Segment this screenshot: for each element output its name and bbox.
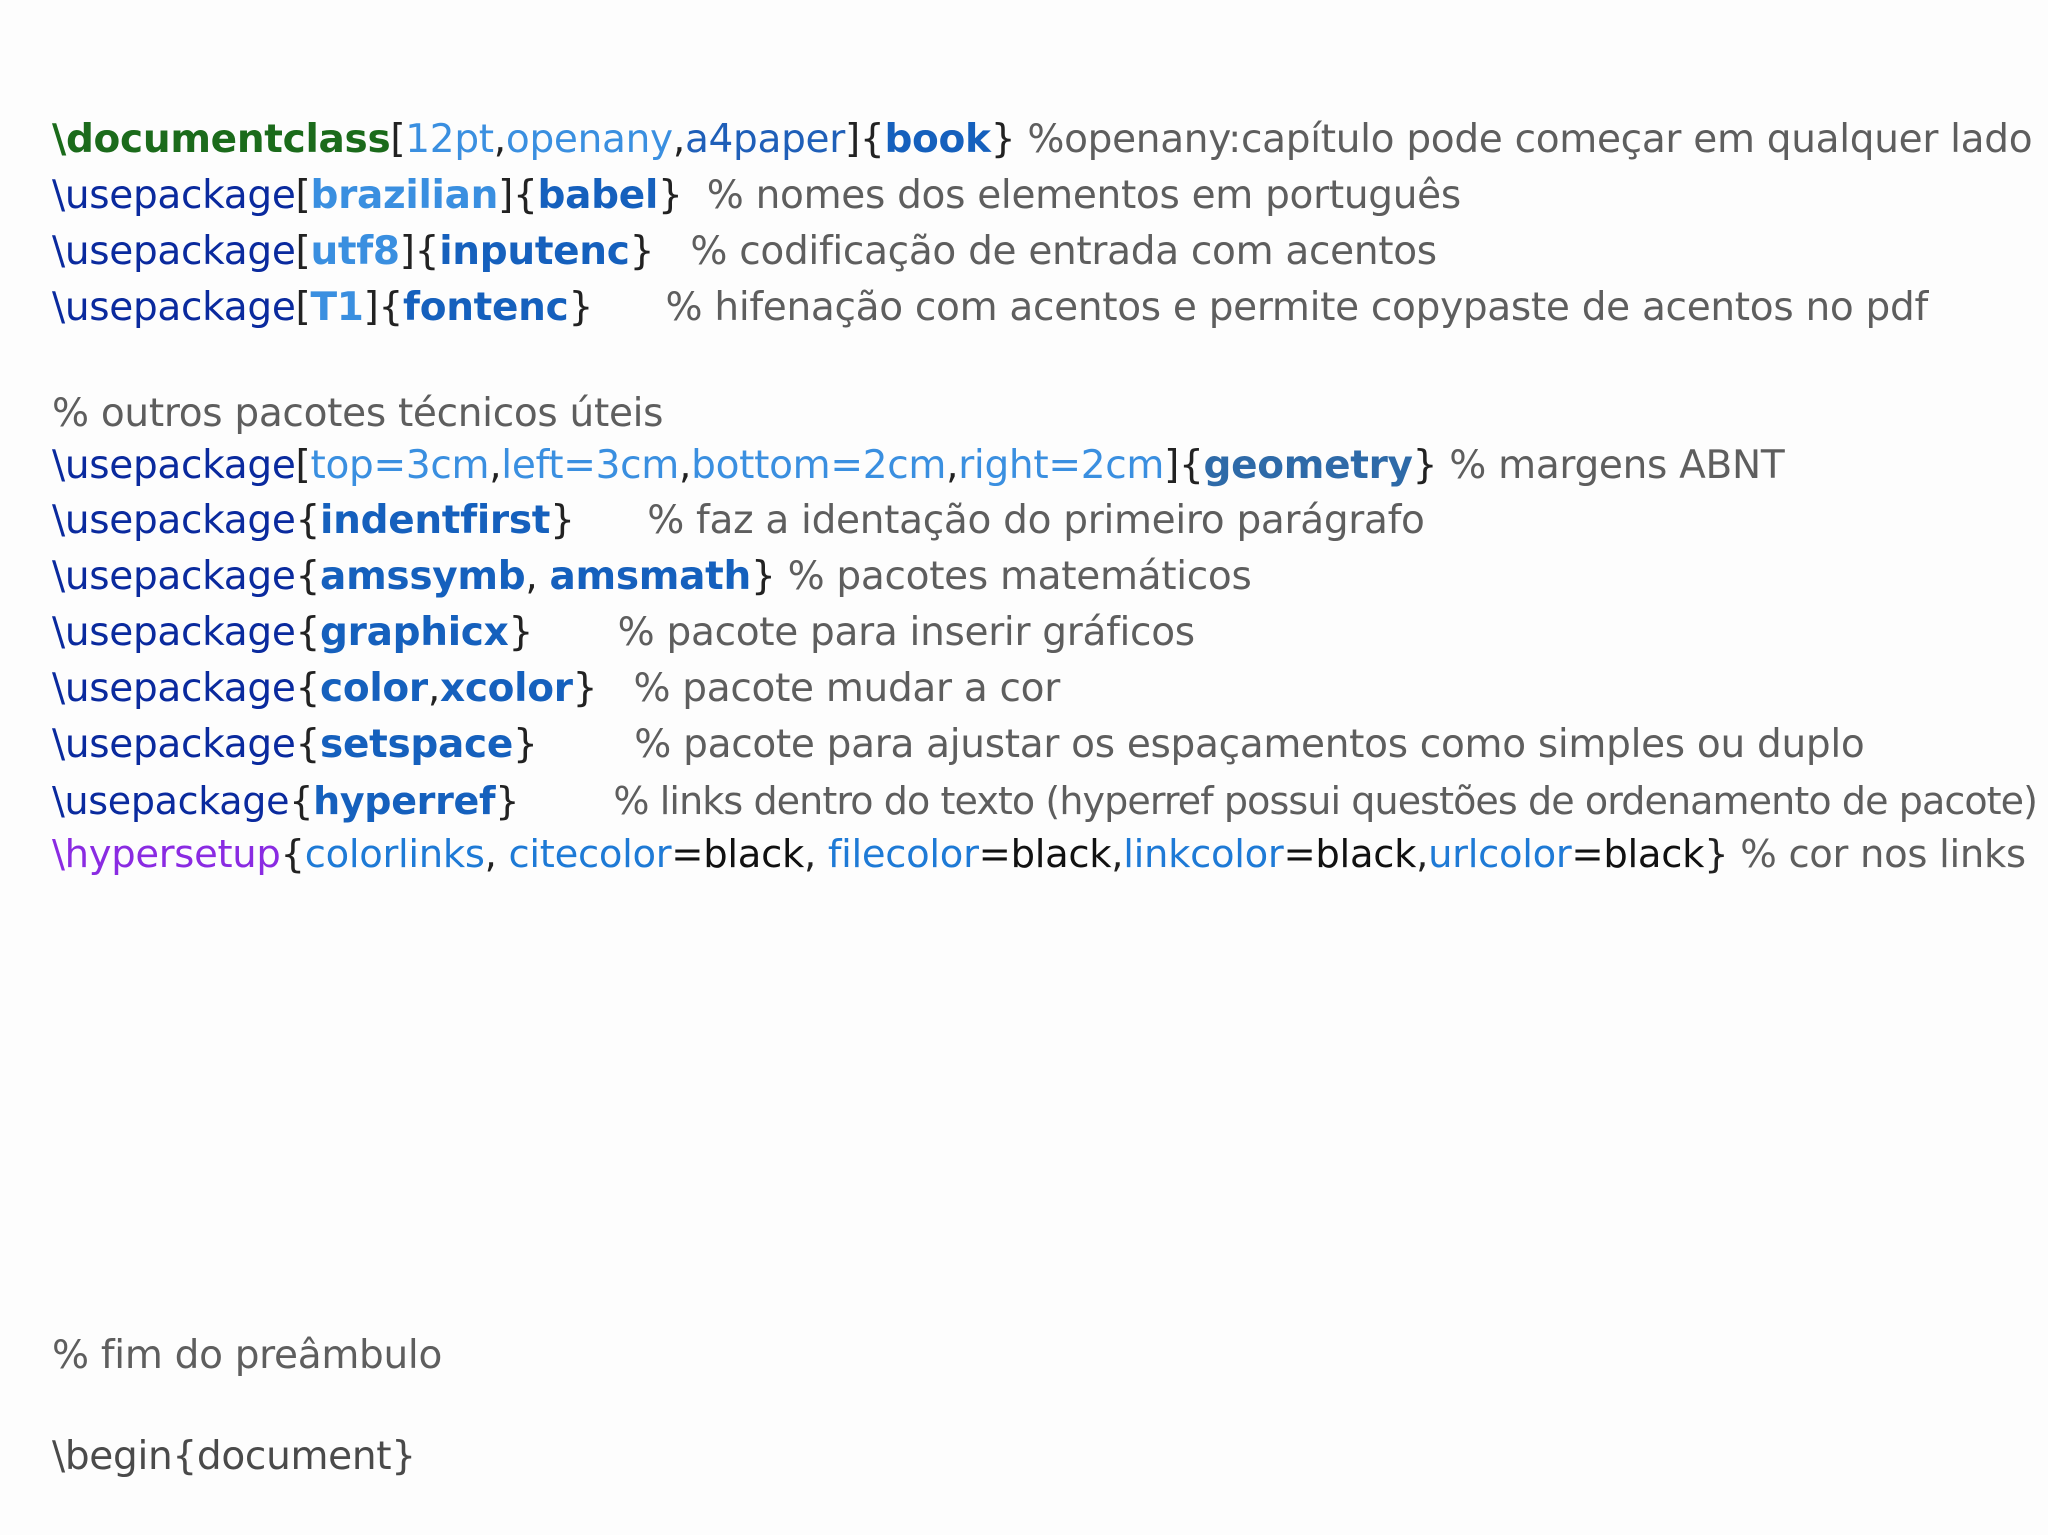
code-line-fontenc: \usepackage[T1]{fontenc} % hifenação com acentos e permite copypaste de acentos no pdf: [52, 285, 1928, 330]
code-comment: % links dentro do texto (hyperref possui questões de ordenamento de pacote): [613, 779, 2038, 823]
package-name: geometry: [1203, 443, 1413, 488]
code-line-babel: \usepackage[brazilian]{babel} % nomes dos elementos em português: [52, 173, 1461, 218]
package-option: brazilian: [310, 173, 499, 218]
package-option: bottom=2cm: [691, 443, 947, 488]
documentclass-option: 12pt: [405, 117, 494, 162]
package-name: hyperref: [313, 779, 496, 823]
code-comment: % pacotes matemáticos: [787, 554, 1252, 599]
package-name: color: [320, 666, 428, 711]
package-name: graphicx: [320, 610, 509, 655]
hypersetup-flag: colorlinks: [304, 832, 485, 877]
documentclass-argument: book: [884, 117, 991, 162]
usepackage-command: \usepackage: [52, 443, 296, 488]
package-name: babel: [537, 173, 659, 218]
code-comment: % fim do preâmbulo: [52, 1333, 443, 1378]
hypersetup-key: filecolor: [827, 832, 979, 877]
package-option: top=3cm: [310, 443, 490, 488]
code-line-geometry: \usepackage[top=3cm,left=3cm,bottom=2cm,right=2cm]{geometry} % margens ABNT: [52, 443, 1785, 488]
code-comment: % pacote para inserir gráficos: [617, 610, 1195, 655]
hypersetup-command: \hypersetup: [52, 832, 281, 877]
code-comment: % faz a identação do primeiro parágrafo: [647, 498, 1425, 543]
hypersetup-value: black: [1603, 832, 1705, 877]
hypersetup-value: black: [1315, 832, 1417, 877]
documentclass-command: \documentclass: [52, 117, 391, 162]
package-option: left=3cm: [501, 443, 679, 488]
code-comment: % pacote para ajustar os espaçamentos como simples ou duplo: [634, 722, 1865, 767]
hypersetup-key: citecolor: [508, 832, 672, 877]
package-name: indentfirst: [320, 498, 551, 543]
usepackage-command: \usepackage: [52, 285, 296, 330]
code-comment: % outros pacotes técnicos úteis: [52, 391, 664, 436]
code-line-documentclass: \documentclass[12pt,openany,a4paper]{book} %openany:capítulo pode começar em qualquer lado: [52, 117, 2033, 162]
usepackage-command: \usepackage: [52, 779, 290, 823]
code-line-hypersetup: \hypersetup{colorlinks, citecolor=black, filecolor=black,linkcolor=black,urlcolor=black} % cor nos links: [52, 832, 2026, 877]
code-line-color: \usepackage{color,xcolor} % pacote mudar a cor: [52, 666, 1060, 711]
package-option: utf8: [310, 229, 400, 274]
code-line-ams: \usepackage{amssymb, amsmath} % pacotes matemáticos: [52, 554, 1252, 599]
package-name: setspace: [320, 722, 513, 767]
usepackage-command: \usepackage: [52, 173, 296, 218]
usepackage-command: \usepackage: [52, 666, 296, 711]
code-comment: % cor nos links: [1740, 832, 2026, 877]
usepackage-command: \usepackage: [52, 229, 296, 274]
hypersetup-key: urlcolor: [1428, 832, 1572, 877]
begin-document: \begin{document}: [52, 1434, 416, 1479]
hypersetup-key: linkcolor: [1123, 832, 1284, 877]
code-comment: % nomes dos elementos em português: [706, 173, 1461, 218]
documentclass-option: a4paper: [684, 117, 845, 162]
code-comment: %openany:capítulo pode começar em qualquer lado: [1027, 117, 2033, 162]
code-line-section-comment: [52, 390, 663, 438]
code-line-inputenc: \usepackage[utf8]{inputenc} % codificação de entrada com acentos: [52, 229, 1437, 274]
hypersetup-value: black: [1010, 832, 1112, 877]
package-name: xcolor: [439, 666, 573, 711]
documentclass-option: openany: [505, 117, 673, 162]
usepackage-command: \usepackage: [52, 610, 296, 655]
package-option: right=2cm: [958, 443, 1165, 488]
package-name: amsmath: [549, 554, 751, 599]
package-name: fontenc: [403, 285, 569, 330]
package-name: amssymb: [320, 554, 526, 599]
usepackage-command: \usepackage: [52, 722, 296, 767]
code-comment: % margens ABNT: [1449, 443, 1785, 488]
code-line-begin-document: [52, 1433, 416, 1481]
code-line-indentfirst: \usepackage{indentfirst} % faz a identação do primeiro parágrafo: [52, 498, 1425, 543]
code-line-end-comment: [52, 1332, 442, 1380]
code-line-graphicx: \usepackage{graphicx} % pacote para inserir gráficos: [52, 610, 1195, 655]
hypersetup-value: black: [703, 832, 804, 877]
code-comment: % codificação de entrada com acentos: [690, 229, 1437, 274]
usepackage-command: \usepackage: [52, 554, 296, 599]
package-option: T1: [310, 285, 364, 330]
code-line-hyperref: \usepackage{hyperref} % links dentro do texto (hyperref possui questões de ordenamento de pacote): [52, 779, 2038, 823]
usepackage-command: \usepackage: [52, 498, 296, 543]
code-line-setspace: \usepackage{setspace} % pacote para ajustar os espaçamentos como simples ou duplo: [52, 722, 1865, 767]
code-comment: % hifenação com acentos e permite copypaste de acentos no pdf: [665, 285, 1928, 330]
package-name: inputenc: [439, 229, 630, 274]
code-comment: % pacote mudar a cor: [633, 666, 1060, 711]
